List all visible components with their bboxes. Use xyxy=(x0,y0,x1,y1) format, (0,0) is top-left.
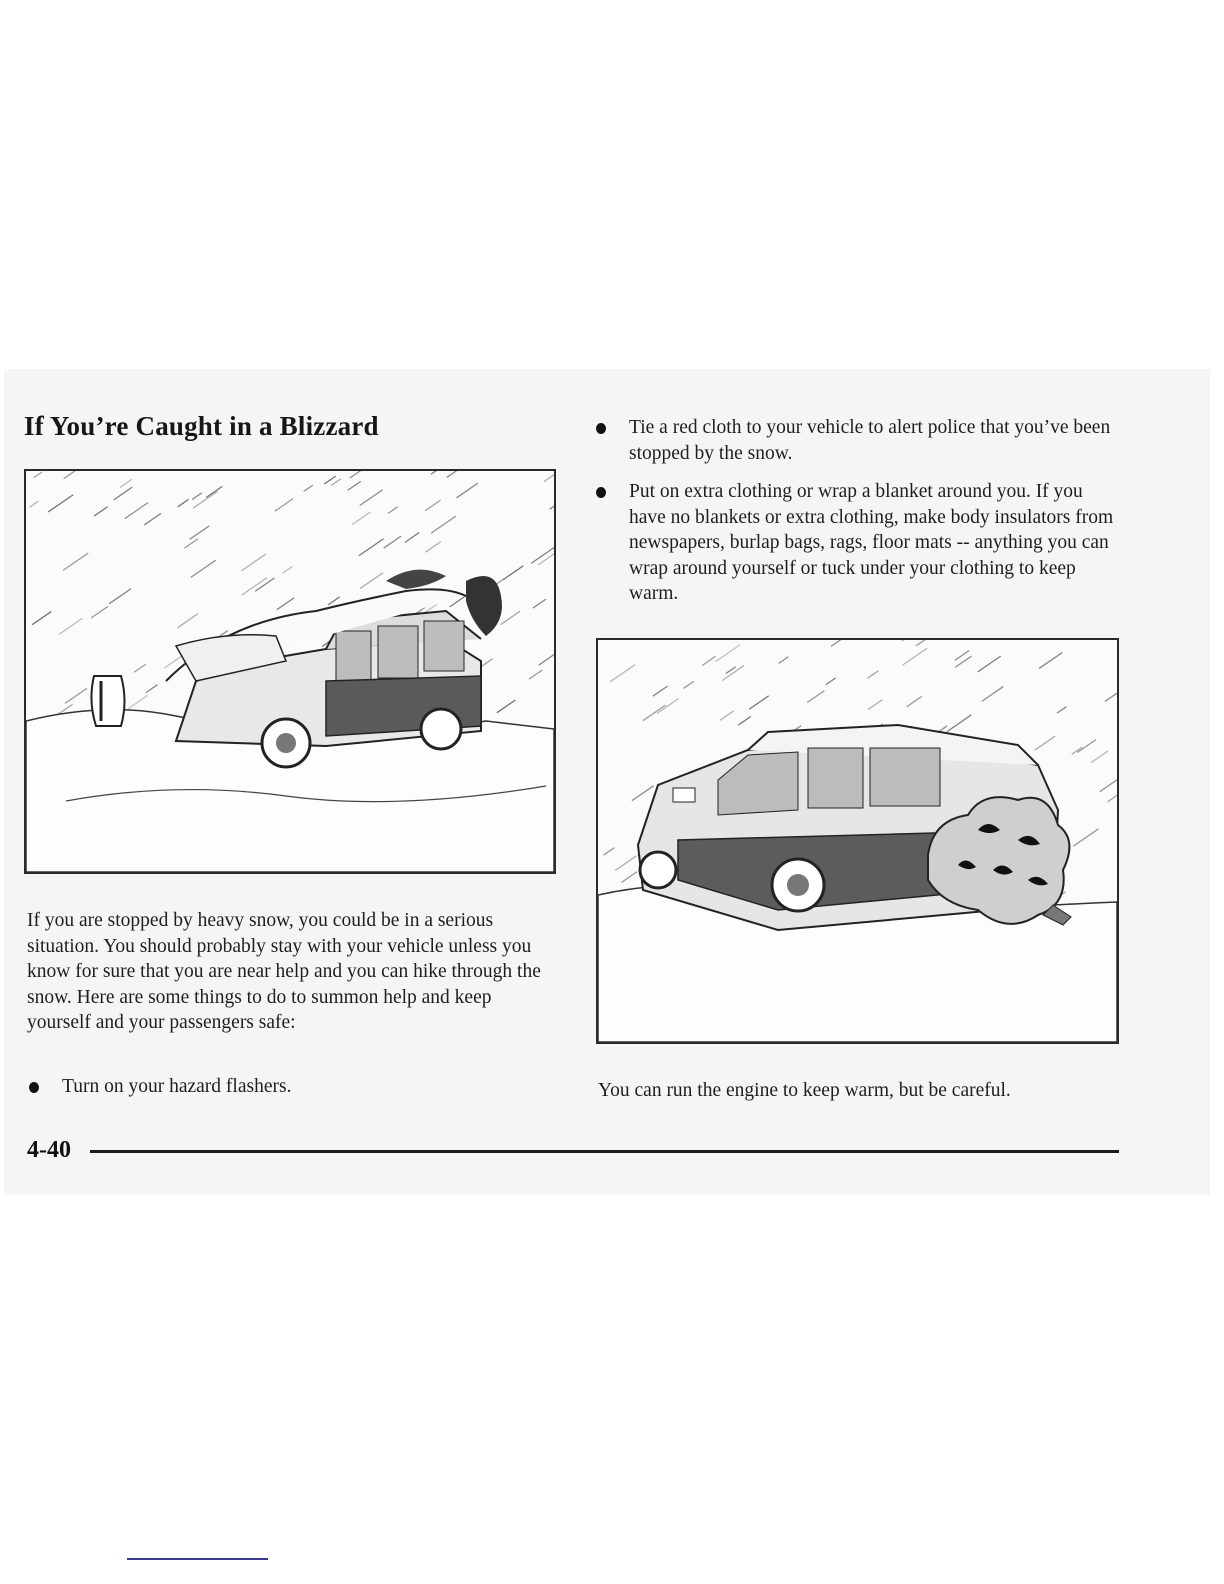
snowbound-vehicle-exhaust-illustration xyxy=(596,638,1119,1044)
list-item xyxy=(596,479,1116,609)
list-item xyxy=(29,1074,549,1100)
page-number: 4-40 xyxy=(27,1137,71,1163)
blizzard-scene-left-icon xyxy=(26,471,554,872)
list-item-text: Tie a red cloth to your vehicle to alert police that you’ve been stopped by the snow. xyxy=(629,417,1111,464)
list-item xyxy=(596,415,1116,467)
bullet-icon xyxy=(596,487,606,498)
intro-paragraph: If you are stopped by heavy snow, you could be in a serious situation. You should probably stay with your vehicle unless you know for sure that you are near help and you can hike through the snow. Here are some things to do to summon help and keep yourself and your passengers safe: xyxy=(27,910,541,1034)
bullet-icon xyxy=(29,1082,39,1093)
bottom-divider xyxy=(127,1558,268,1560)
list-item-text: Turn on your hazard flashers. xyxy=(62,1076,292,1097)
snowbound-vehicle-front-illustration xyxy=(24,469,556,874)
closing-paragraph: You can run the engine to keep warm, but be careful. xyxy=(598,1080,1011,1101)
page-title: If You’re Caught in a Blizzard xyxy=(24,411,379,441)
footer-divider xyxy=(90,1150,1119,1153)
bullet-icon xyxy=(596,423,606,434)
list-item-text: Put on extra clothing or wrap a blanket around you. If you have no blankets or extra clothing, make body insulators from newspapers, burlap bags, rags, floor mats -- anything you can wrap around yourself or tuck under your clothing to keep warm. xyxy=(629,481,1114,605)
blizzard-scene-right-icon xyxy=(598,640,1117,1042)
